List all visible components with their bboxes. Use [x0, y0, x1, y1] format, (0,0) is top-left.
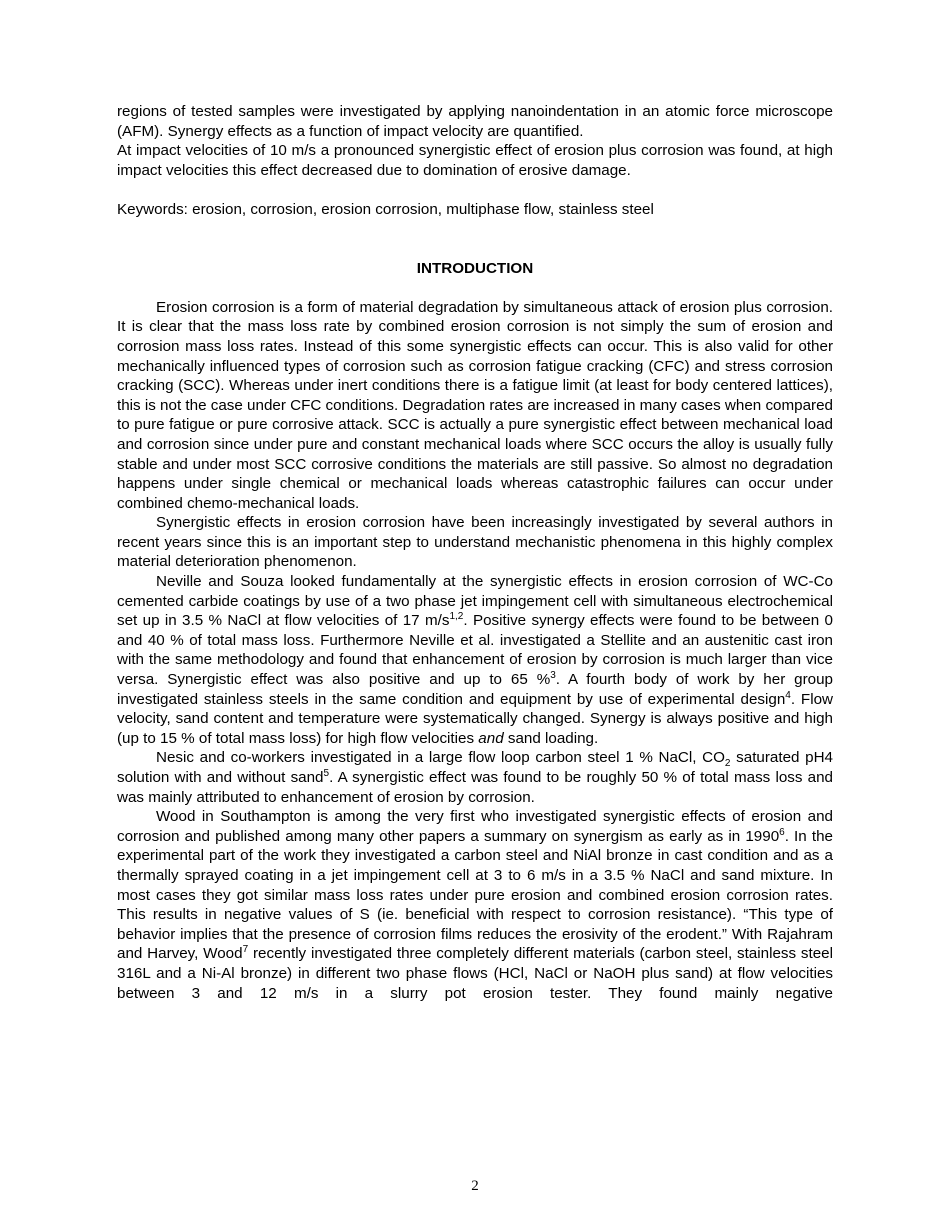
intro-paragraph — [117, 807, 833, 1003]
spacer — [117, 180, 833, 200]
reference-superscript: 3 — [550, 669, 556, 681]
page-body — [117, 102, 833, 1003]
page-number: 2 — [471, 1178, 479, 1194]
text-run: Wood in Southampton is among the very first who investigated synergistic effects of erosion and corrosion and published among many other papers a summary on synergism as early as in 1990 — [117, 808, 833, 845]
emphasis: and — [478, 729, 504, 747]
text-run: . A synergistic effect was found to be roughly 50 % of total mass loss and was mainly attributed to enhancement of erosion by corrosion. — [117, 769, 833, 806]
intro-paragraph — [117, 748, 833, 807]
text-run: Neville and Souza looked fundamentally at the synergistic effects in erosion corrosion of WC-Co cemented carbide coatings by use of a two phase jet impingement cell with simultaneous electrochemical set up in 3.5 % NaCl at flow velocities of 17 m/s — [117, 573, 833, 630]
reference-superscript: 1,2 — [449, 611, 464, 623]
abstract-paragraph: At impact velocities of 10 m/s a pronounced synergistic effect of erosion plus corrosion was found, at high impact velocities this effect decreased due to domination of erosive damage. — [117, 142, 833, 179]
spacer — [117, 220, 833, 259]
text-run: . A fourth body of work by her group investigated stainless steels in the same condition and equipment by use of experimental design — [117, 671, 833, 708]
text-run: . Flow velocity, sand content and temperature were systematically changed. Synergy is always positive and high (up to 15 % of total mass loss) for high flow velocities — [117, 690, 833, 747]
keywords: Keywords: erosion, corrosion, erosion corrosion, multiphase flow, stainless steel — [117, 200, 654, 218]
reference-superscript: 5 — [323, 767, 330, 779]
text-run: . In the experimental part of the work they investigated a carbon steel and NiAl bronze in cast condition and as a thermally sprayed coating in a jet impingement cell at 3 to 6 m/s in a 3.5 % NaCl and sand mixture. In most cases they got similar mass loss rates under pure erosion and combined erosion corrosion rates. This results in negative values of S (ie. beneficial with respect to corrosion resistance). “This type of behavior implies that the presence of corrosion films reduces the erosivity of the erodent.” With Rajahram and Harvey, Wood — [117, 827, 833, 963]
intro-paragraph — [117, 572, 833, 748]
section-title: INTRODUCTION — [416, 259, 534, 277]
intro-paragraph: Erosion corrosion is a form of material degradation by simultaneous attack of erosion plus corrosion. It is clear that the mass loss rate by combined erosion corrosion is not simply the sum of erosion and corrosion mass loss rates. Instead of this some synergistic effects can occur. This is also valid for other mechanically influenced types of corrosion such as corrosion fatigue cracking (CFC) and stress corrosion cracking (SCC). Whereas under inert conditions there is a fatigue limit (at least for body centered lattices), this is not the case under CFC conditions. Degradation rates are increased in many cases when compared to pure fatigue or pure corrosive attack. SCC is actually a pure synergistic effect between mechanical load and corrosion since under pure and constant mechanical loads where SCC occurs the alloy is usually fully stable and under most SCC corrosive conditions the materials are still passive. So almost no degradation happens under single chemical or mechanical loads whereas catastrophic failures can occur under combined chemo-mechanical loads. — [117, 298, 833, 512]
subscript: 2 — [724, 758, 731, 770]
text-run: . Positive synergy effects were found to be between 0 and 40 % of total mass loss. Furthermore Neville et al. investigated a Stellite and an austenitic cast iron with the same methodology and found that enhancement of erosion by corrosion is much larger than vice versa. Synergistic effect was also positive and up to 65 % — [117, 612, 833, 689]
text-run: Nesic and co-workers investigated in a large flow loop carbon steel 1 % NaCl, CO — [156, 749, 725, 767]
text-run: recently investigated three completely different materials (carbon steel, stainless steel 316L and a Ni-Al bronze) in different two phase flows (HCl, NaCl or NaOH plus sand) at flow velocities between 3 and 12 m/s in a slurry pot erosion tester. They found mainly negative — [117, 945, 833, 1002]
reference-superscript: 6 — [779, 826, 785, 838]
reference-superscript: 4 — [785, 689, 791, 701]
text-run: sand loading. — [503, 729, 599, 747]
text-run: saturated pH4 solution with and without sand — [117, 749, 833, 786]
reference-superscript: 7 — [242, 944, 249, 956]
intro-paragraph: Synergistic effects in erosion corrosion have been increasingly investigated by several authors in recent years since this is an important step to understand mechanistic phenomena in this highly complex material deterioration phenomenon. — [117, 514, 833, 571]
spacer — [117, 278, 833, 298]
abstract-paragraph: regions of tested samples were investigated by applying nanoindentation in an atomic force microscope (AFM). Synergy effects as a function of impact velocity are quantified. — [117, 103, 833, 140]
